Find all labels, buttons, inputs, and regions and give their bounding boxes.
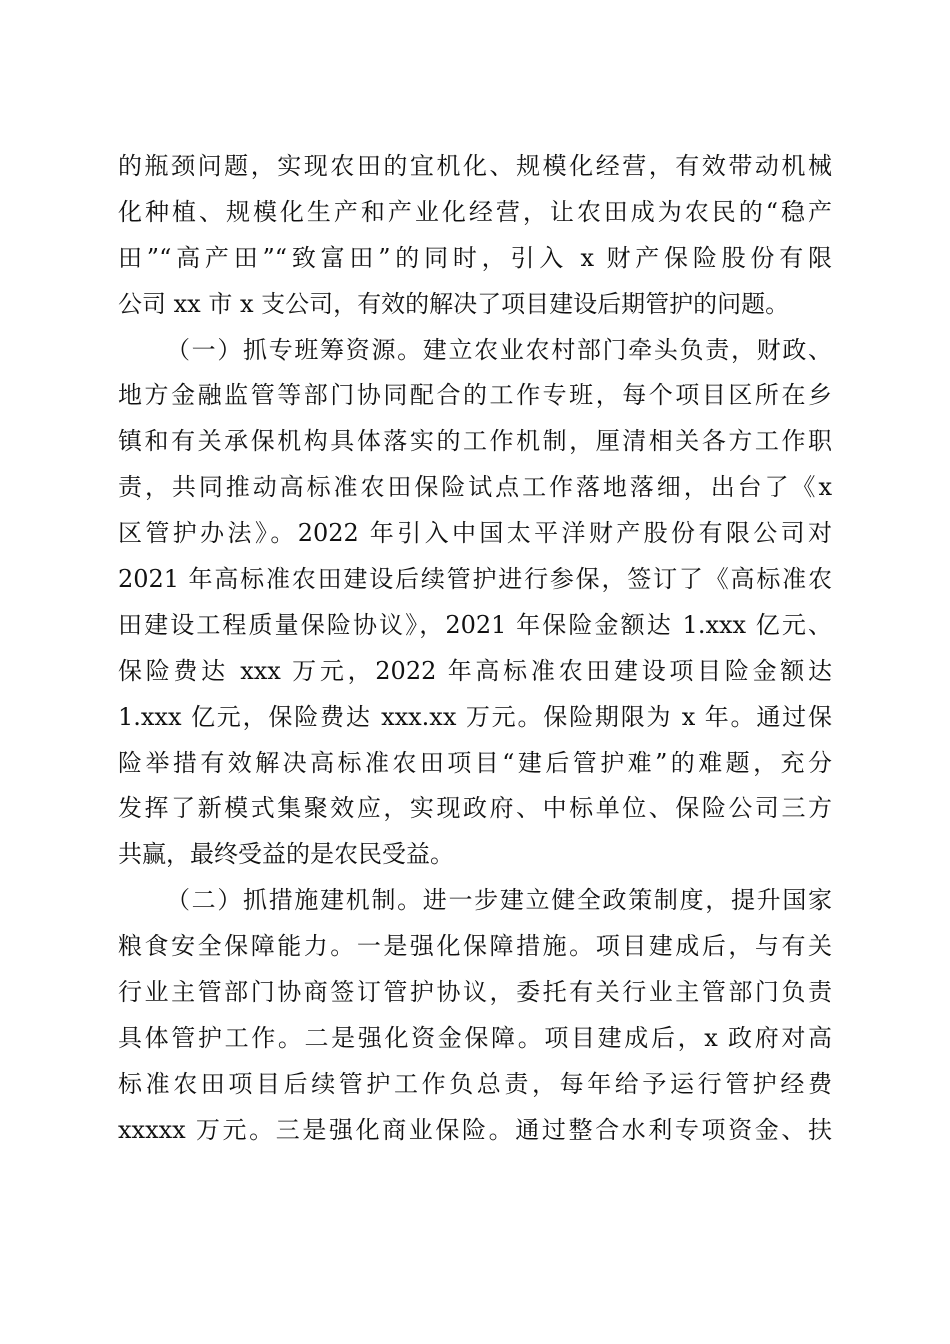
text-line: 镇和有关承保机构具体落实的工作机制，厘清相关各方工作职 bbox=[118, 427, 832, 456]
section-heading-line: （一）抓专班筹资源。建立农业农村部门牵头负责，财政、 bbox=[166, 335, 832, 364]
text-line: 发挥了新模式集聚效应，实现政府、中标单位、保险公司三方 bbox=[118, 794, 832, 823]
text-line: 标准农田项目后续管护工作负总责，每年给予运行管护经费 bbox=[118, 1069, 832, 1098]
text-line: 粮食安全保障能力。一是强化保障措施。项目建成后，与有关 bbox=[118, 932, 832, 961]
text-line: xxxxx 万元。三是强化商业保险。通过整合水利专项资金、扶 bbox=[118, 1115, 832, 1144]
document-page bbox=[118, 144, 832, 1154]
text-line: 区管护办法》。2022 年引入中国太平洋财产股份有限公司对 bbox=[118, 519, 832, 548]
text-line: 地方金融监管等部门协同配合的工作专班，每个项目区所在乡 bbox=[118, 381, 832, 410]
text-line: 2021 年高标准农田建设后续管护进行参保，签订了《高标准农 bbox=[118, 565, 832, 594]
text-line: 的瓶颈问题，实现农田的宜机化、规模化经营，有效带动机械 bbox=[118, 152, 832, 180]
text-line: 田”“高产田”“致富田”的同时，引入 x 财产保险股份有限 bbox=[118, 243, 832, 272]
text-line: 共赢，最终受益的是农民受益。 bbox=[118, 840, 454, 869]
text-line: 行业主管部门协商签订管护协议，委托有关行业主管部门负责 bbox=[118, 978, 832, 1007]
text-line: 保险费达 xxx 万元，2022 年高标准农田建设项目险金额达 bbox=[118, 656, 832, 685]
section-heading-line: （二）抓措施建机制。进一步建立健全政策制度，提升国家 bbox=[166, 886, 832, 915]
text-line: 公司 xx 市 x 支公司，有效的解决了项目建设后期管护的问题。 bbox=[118, 289, 790, 318]
text-line: 责，共同推动高标准农田保险试点工作落地落细，出台了《x bbox=[118, 473, 832, 502]
text-line: 化种植、规模化生产和产业化经营，让农田成为农民的“稳产 bbox=[118, 197, 832, 226]
text-line: 田建设工程质量保险协议》，2021 年保险金额达 1.xxx 亿元、 bbox=[118, 610, 832, 639]
text-line: 1.xxx 亿元，保险费达 xxx.xx 万元。保险期限为 x 年。通过保 bbox=[118, 702, 832, 731]
text-line: 具体管护工作。二是强化资金保障。项目建成后，x 政府对高 bbox=[118, 1023, 832, 1052]
text-line: 险举措有效解决高标准农田项目“建后管护难”的难题，充分 bbox=[118, 748, 832, 777]
